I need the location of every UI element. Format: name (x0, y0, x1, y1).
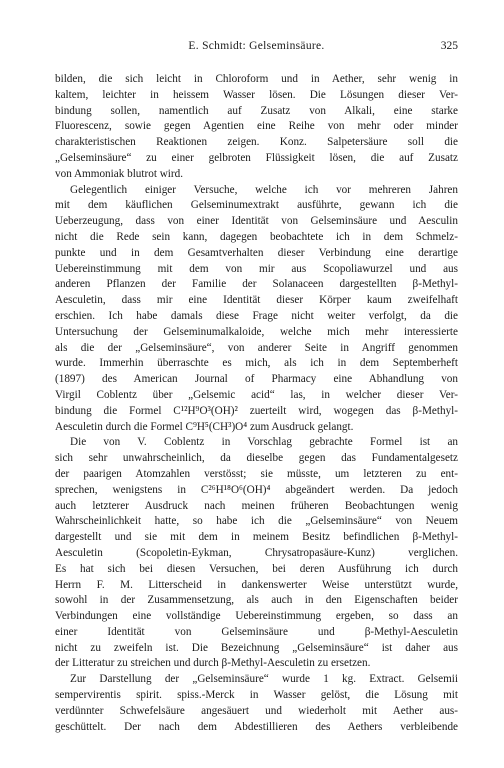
text-line: kaltem, leichter in heissem Wasser lösen. Die Lösungen dieser Ver- (55, 88, 458, 101)
text-line: nicht zu zweifeln ist. Die Bezeichnung „Gelseminsäure“ ist daher aus (55, 641, 458, 654)
text-line: sprechen, wenigstens in C²⁶H¹⁸O⁶(OH)⁴ abgeändert werden. Da jedoch (55, 483, 458, 496)
text-line: als die der „Gelseminsäure“, von anderer Seite in Angriff genommen (55, 341, 458, 354)
running-header (55, 40, 458, 56)
text-line: von Ammoniak blutrot wird. (55, 167, 184, 180)
running-title: E. Schmidt: Gelseminsäure. (188, 40, 325, 52)
text-line: der paarigen Atomzahlen verstösst; sie müsste, um letzteren zu ent- (55, 467, 458, 480)
text-line: charakteristischen Reaktionen zeigen. Konz. Salpetersäure soll die (55, 136, 458, 149)
text-line: Die von V. Coblentz in Vorschlag gebrachte Formel ist an (70, 436, 458, 449)
text-line: Aesculetin (Scopoletin-Eykman, Chrysatropasäure-Kunz) verglichen. (55, 546, 458, 559)
text-line: sowohl in der Zusammensetzung, als auch in den Eigenschaften beider (55, 594, 458, 607)
text-line: sich sehr unwahrscheinlich, da dieselbe gegen das Fundamentalgesetz (55, 452, 458, 465)
text-line: auch letzterer Ausdruck nach meinen früheren Beobachtungen wenig (55, 499, 458, 512)
text-line: Virgil Coblentz über „Gelsemic acid“ las, in welcher dieser Ver- (55, 388, 458, 401)
text-line: „Gelseminsäure“ zu einer gelbroten Flüssigkeit lösen, die auf Zusatz (55, 151, 458, 164)
text-line: bilden, die sich leicht in Chloroform und in Aether, sehr wenig in (55, 73, 458, 85)
text-line: Ueberzeugung, dass von einer Identität von Gelseminsäure und Aesculin (55, 215, 458, 228)
text-line: Uebereinstimmung mit dem von mir aus Scopoliawurzel und aus (55, 262, 458, 275)
text-line: der Litteratur zu streichen und durch β-Methyl-Aesculetin zu ersetzen. (55, 657, 371, 670)
text-line: nicht die Rede sein kann, dagegen beobachtete ich in dem Schmelz- (55, 230, 458, 243)
text-line: Aesculetin durch die Formel C⁹H⁵(CH³)O⁴ zum Ausdruck gelangt. (55, 420, 354, 433)
text-line: sempervirentis spirit. spiss.-Merck in Wasser gelöst, die Lösung mit (55, 689, 458, 702)
text-line: erschien. Ich habe damals diese Frage nicht weiter verfolgt, da die (55, 309, 458, 322)
text-line: Untersuchung der Gelseminumalkaloide, welche mich mehr interessierte (55, 325, 458, 338)
text-line: einer Identität von Gelseminsäure und β-Methyl-Aesculetin (55, 625, 458, 638)
text-line: verdünnter Schwefelsäure angesäuert und wiederholt mit Aether aus- (55, 704, 458, 717)
text-line: (1897) des American Journal of Pharmacy eine Abhandlung von (55, 373, 458, 386)
text-line: bindung sollen, namentlich auf Zusatz von Alkali, eine starke (55, 104, 458, 117)
text-line: Aesculetin, dass mir eine Identität dieser Körper kaum zweifelhaft (55, 294, 458, 307)
text-line: Zur Darstellung der „Gelseminsäure“ wurde 1 kg. Extract. Gelsemii (70, 673, 458, 686)
document-page (55, 40, 458, 735)
text-line: geschüttelt. Der nach dem Abdestillieren des Aethers verbleibende (55, 720, 458, 733)
text-line: wurde. Immerhin überraschte es mich, als ich in dem Septemberheft (55, 357, 458, 370)
text-line: Gelegentlich einiger Versuche, welche ich vor mehreren Jahren (70, 183, 458, 196)
text-line: Verbindungen eine vollständige Uebereinstimmung ergeben, so dass an (55, 610, 458, 623)
text-line: Wahrscheinlichkeit hatte, so habe ich die „Gelseminsäure“ von Neuem (55, 515, 458, 528)
text-line: dargestellt und sie mit dem in meinem Besitz befindlichen β-Methyl- (55, 531, 458, 544)
text-line: mit dem käuflichen Gelseminumextrakt ausführte, gewann ich die (55, 199, 458, 212)
text-line: punkte und in dem Gesamtverhalten dieser Verbindung eine derartige (55, 246, 458, 259)
text-line: Herrn F. M. Litterscheid in dankenswerter Weise unterstützt wurde, (55, 578, 458, 591)
text-line: bindung die Formel C¹²H⁹O³(OH)² zuerteilt wird, wogegen das β-Methyl- (55, 404, 458, 417)
text-line: anderen Pflanzen der Familie der Solanaceen dargestellten β-Methyl- (55, 278, 458, 291)
text-line: Es hat sich bei diesen Versuchen, bei deren Ausführung ich durch (55, 562, 458, 575)
page-number: 325 (440, 40, 458, 52)
body-text (55, 72, 458, 735)
text-line: Fluorescenz, sowie gegen Agentien eine Reihe von mehr oder minder (55, 120, 458, 133)
